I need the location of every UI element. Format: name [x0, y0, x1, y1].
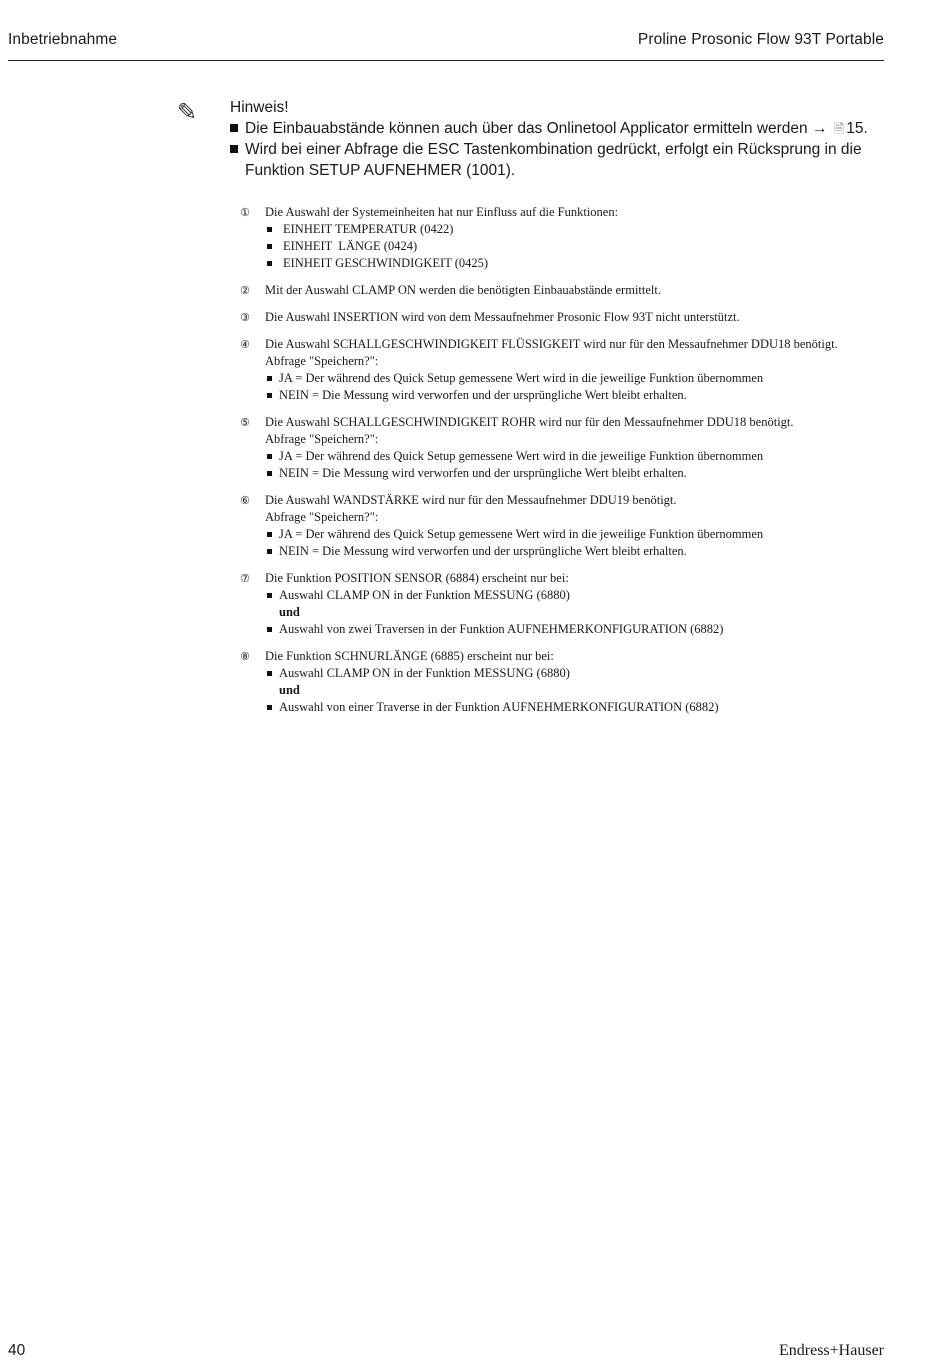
footnote-text: Die Funktion SCHNURLÄNGE (6885) erscheint nur bei:	[265, 649, 554, 663]
footnote-7	[240, 570, 870, 638]
footnote-text: Die Auswahl WANDSTÄRKE wird nur für den Messaufnehmer DDU19 benötigt.	[265, 493, 677, 507]
footnote-4	[240, 336, 870, 404]
note-title: Hinweis!	[230, 99, 289, 116]
footnote-1	[240, 204, 870, 272]
pencil-icon: ✎	[177, 98, 198, 126]
footnote-text: Die Auswahl der Systemeinheiten hat nur Einfluss auf die Funktionen:	[265, 205, 619, 219]
connector-text: und	[279, 683, 300, 697]
footnote-text: Die Auswahl SCHALLGESCHWINDIGKEIT FLÜSSIGKEIT wird nur für den Messaufnehmer DDU18 benötigt.	[265, 337, 838, 351]
footnote-subtext: Abfrage "Speichern?":	[265, 354, 379, 368]
list-item: Auswahl CLAMP ON in der Funktion MESSUNG (6880)	[265, 665, 870, 682]
bullet-square-icon	[230, 145, 238, 153]
footnote-number: ②	[240, 284, 250, 297]
list-item: JA = Der während des Quick Setup gemessene Wert wird in die jeweilige Funktion übernommen	[265, 448, 870, 465]
footnote-text: Mit der Auswahl CLAMP ON werden die benötigten Einbauabstände ermittelt.	[265, 283, 661, 297]
list-item: JA = Der während des Quick Setup gemessene Wert wird in die jeweilige Funktion übernommen	[265, 526, 870, 543]
footnote-2	[240, 282, 870, 299]
page-reference-icon[interactable]: 🗎	[833, 121, 845, 137]
list-item: NEIN = Die Messung wird verworfen und der ursprüngliche Wert bleibt erhalten.	[265, 387, 870, 404]
list-item: Auswahl von einer Traverse in der Funktion AUFNEHMERKONFIGURATION (6882)	[265, 699, 870, 716]
footnote-text: Die Auswahl SCHALLGESCHWINDIGKEIT ROHR wird nur für den Messaufnehmer DDU18 benötigt.	[265, 415, 794, 429]
footnote-text: Die Funktion POSITION SENSOR (6884) erscheint nur bei:	[265, 571, 569, 585]
footnote-number: ⑥	[240, 494, 250, 507]
footnote-number: ④	[240, 338, 250, 351]
footnote-text: Die Auswahl INSERTION wird von dem Messaufnehmer Prosonic Flow 93T nicht unterstützt.	[265, 310, 740, 324]
brand-name: Endress+Hauser	[779, 1342, 884, 1359]
note-item: Die Einbauabstände können auch über das Onlinetool Applicator ermitteln werden → 🗎 15.	[230, 119, 880, 141]
footnote-3	[240, 309, 870, 326]
footnote-5	[240, 414, 870, 482]
list-item: Auswahl von zwei Traversen in der Funktion AUFNEHMERKONFIGURATION (6882)	[265, 621, 870, 638]
list-item: EINHEIT GESCHWINDIGKEIT (0425)	[265, 255, 870, 272]
footnote-subtext: Abfrage "Speichern?":	[265, 432, 379, 446]
note-list	[230, 119, 880, 182]
header-section-title: Inbetriebnahme	[8, 31, 118, 48]
list-item: JA = Der während des Quick Setup gemessene Wert wird in die jeweilige Funktion übernommen	[265, 370, 870, 387]
header-rule	[8, 60, 884, 61]
connector-text: und	[279, 605, 300, 619]
list-item: NEIN = Die Messung wird verworfen und der ursprüngliche Wert bleibt erhalten.	[265, 543, 870, 560]
footnote-number: ⑦	[240, 572, 250, 585]
page-number: 40	[8, 1342, 26, 1359]
list-item: EINHEIT LÄNGE (0424)	[265, 238, 870, 255]
footnote-subtext: Abfrage "Speichern?":	[265, 510, 379, 524]
footnote-number: ③	[240, 311, 250, 324]
page-reference[interactable]: 15.	[846, 119, 868, 137]
footnote-number: ⑧	[240, 650, 250, 663]
footnote-8	[240, 648, 870, 716]
list-item: NEIN = Die Messung wird verworfen und der ursprüngliche Wert bleibt erhalten.	[265, 465, 870, 482]
note-box	[230, 98, 880, 181]
bullet-square-icon	[230, 124, 238, 132]
footnote-6	[240, 492, 870, 560]
note-item: Wird bei einer Abfrage die ESC Tastenkombination gedrückt, erfolgt ein Rücksprung in die Funktion SETUP AUFNEHMER (1001).	[230, 140, 880, 181]
footnote-number: ①	[240, 206, 250, 219]
list-item: Auswahl CLAMP ON in der Funktion MESSUNG (6880)	[265, 587, 870, 604]
header-product-title: Proline Prosonic Flow 93T Portable	[637, 31, 884, 48]
footnote-number: ⑤	[240, 416, 250, 429]
list-item: EINHEIT TEMPERATUR (0422)	[265, 221, 870, 238]
